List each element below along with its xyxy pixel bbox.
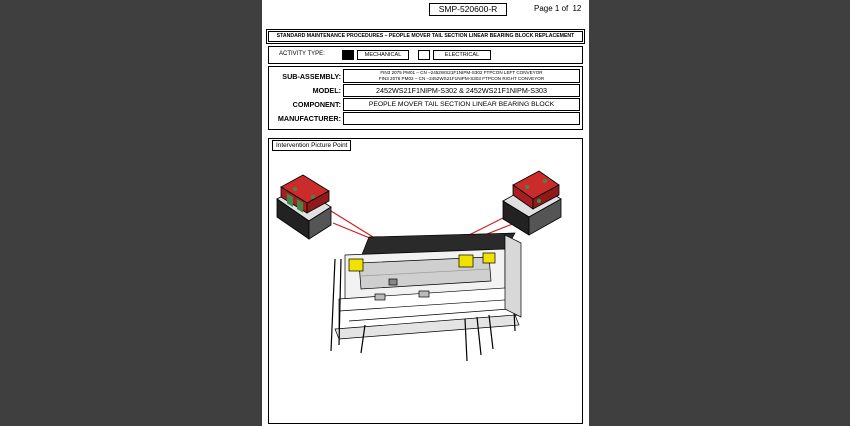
sub-assembly-value: [343, 69, 580, 83]
page-total: 12: [572, 4, 582, 13]
sub-assembly-row: [269, 69, 582, 83]
intervention-picture-caption: Intervention Picture Point: [272, 140, 351, 151]
activity-type-label: ACTIVITY TYPE:: [279, 51, 325, 57]
document-number-box: SMP-520600-R: [429, 3, 507, 16]
manufacturer-row: [269, 112, 582, 125]
manufacturer-label: MANUFACTURER:: [277, 114, 341, 123]
manufacturer-value: [343, 112, 580, 125]
mechanical-checkbox[interactable]: [342, 50, 354, 60]
component-value: PEOPLE MOVER TAIL SECTION LINEAR BEARING BLOCK: [343, 98, 580, 111]
component-row: [269, 98, 582, 111]
conveyor-tail-illustration: [269, 139, 582, 423]
sub-assembly-label: SUB-ASSEMBLY:: [282, 72, 341, 81]
activity-type-row: [268, 46, 583, 64]
page-label: Page 1 of: [534, 4, 569, 13]
electrical-checkbox[interactable]: [418, 50, 430, 60]
model-value: 2452WS21F1NIPM-S302 & 2452WS21F1NIPM-S303: [343, 84, 580, 97]
model-row: [269, 84, 582, 97]
component-label: COMPONENT:: [292, 100, 341, 109]
left-bearing-block-detail: [277, 175, 331, 239]
electrical-option-label: ELECTRICAL: [433, 50, 491, 60]
conveyor-tail-section: [331, 233, 521, 361]
intervention-picture-box: [268, 138, 583, 424]
sub-assembly-line-1: FIN3 2075 PM01 – CN –2452WS21F1NIPM-S302 FTPCON LEFT CONVEYOR: [380, 70, 543, 75]
sub-assembly-line-2: FIN3 2076 PM02 – CN –2452WS21F1NIPM-S303 FTPCON RIGHT CONVEYOR: [378, 76, 545, 81]
model-label: MODEL:: [312, 86, 341, 95]
document-page: [262, 0, 589, 426]
right-bearing-block-detail: [503, 171, 561, 235]
equipment-info-box: [268, 66, 583, 130]
mechanical-option-label: MECHANICAL: [357, 50, 409, 60]
page-indicator: [534, 3, 583, 14]
procedure-title: STANDARD MAINTENANCE PROCEDURES – PEOPLE MOVER TAIL SECTION LINEAR BEARING BLOCK REPLACEMENT: [268, 31, 583, 42]
